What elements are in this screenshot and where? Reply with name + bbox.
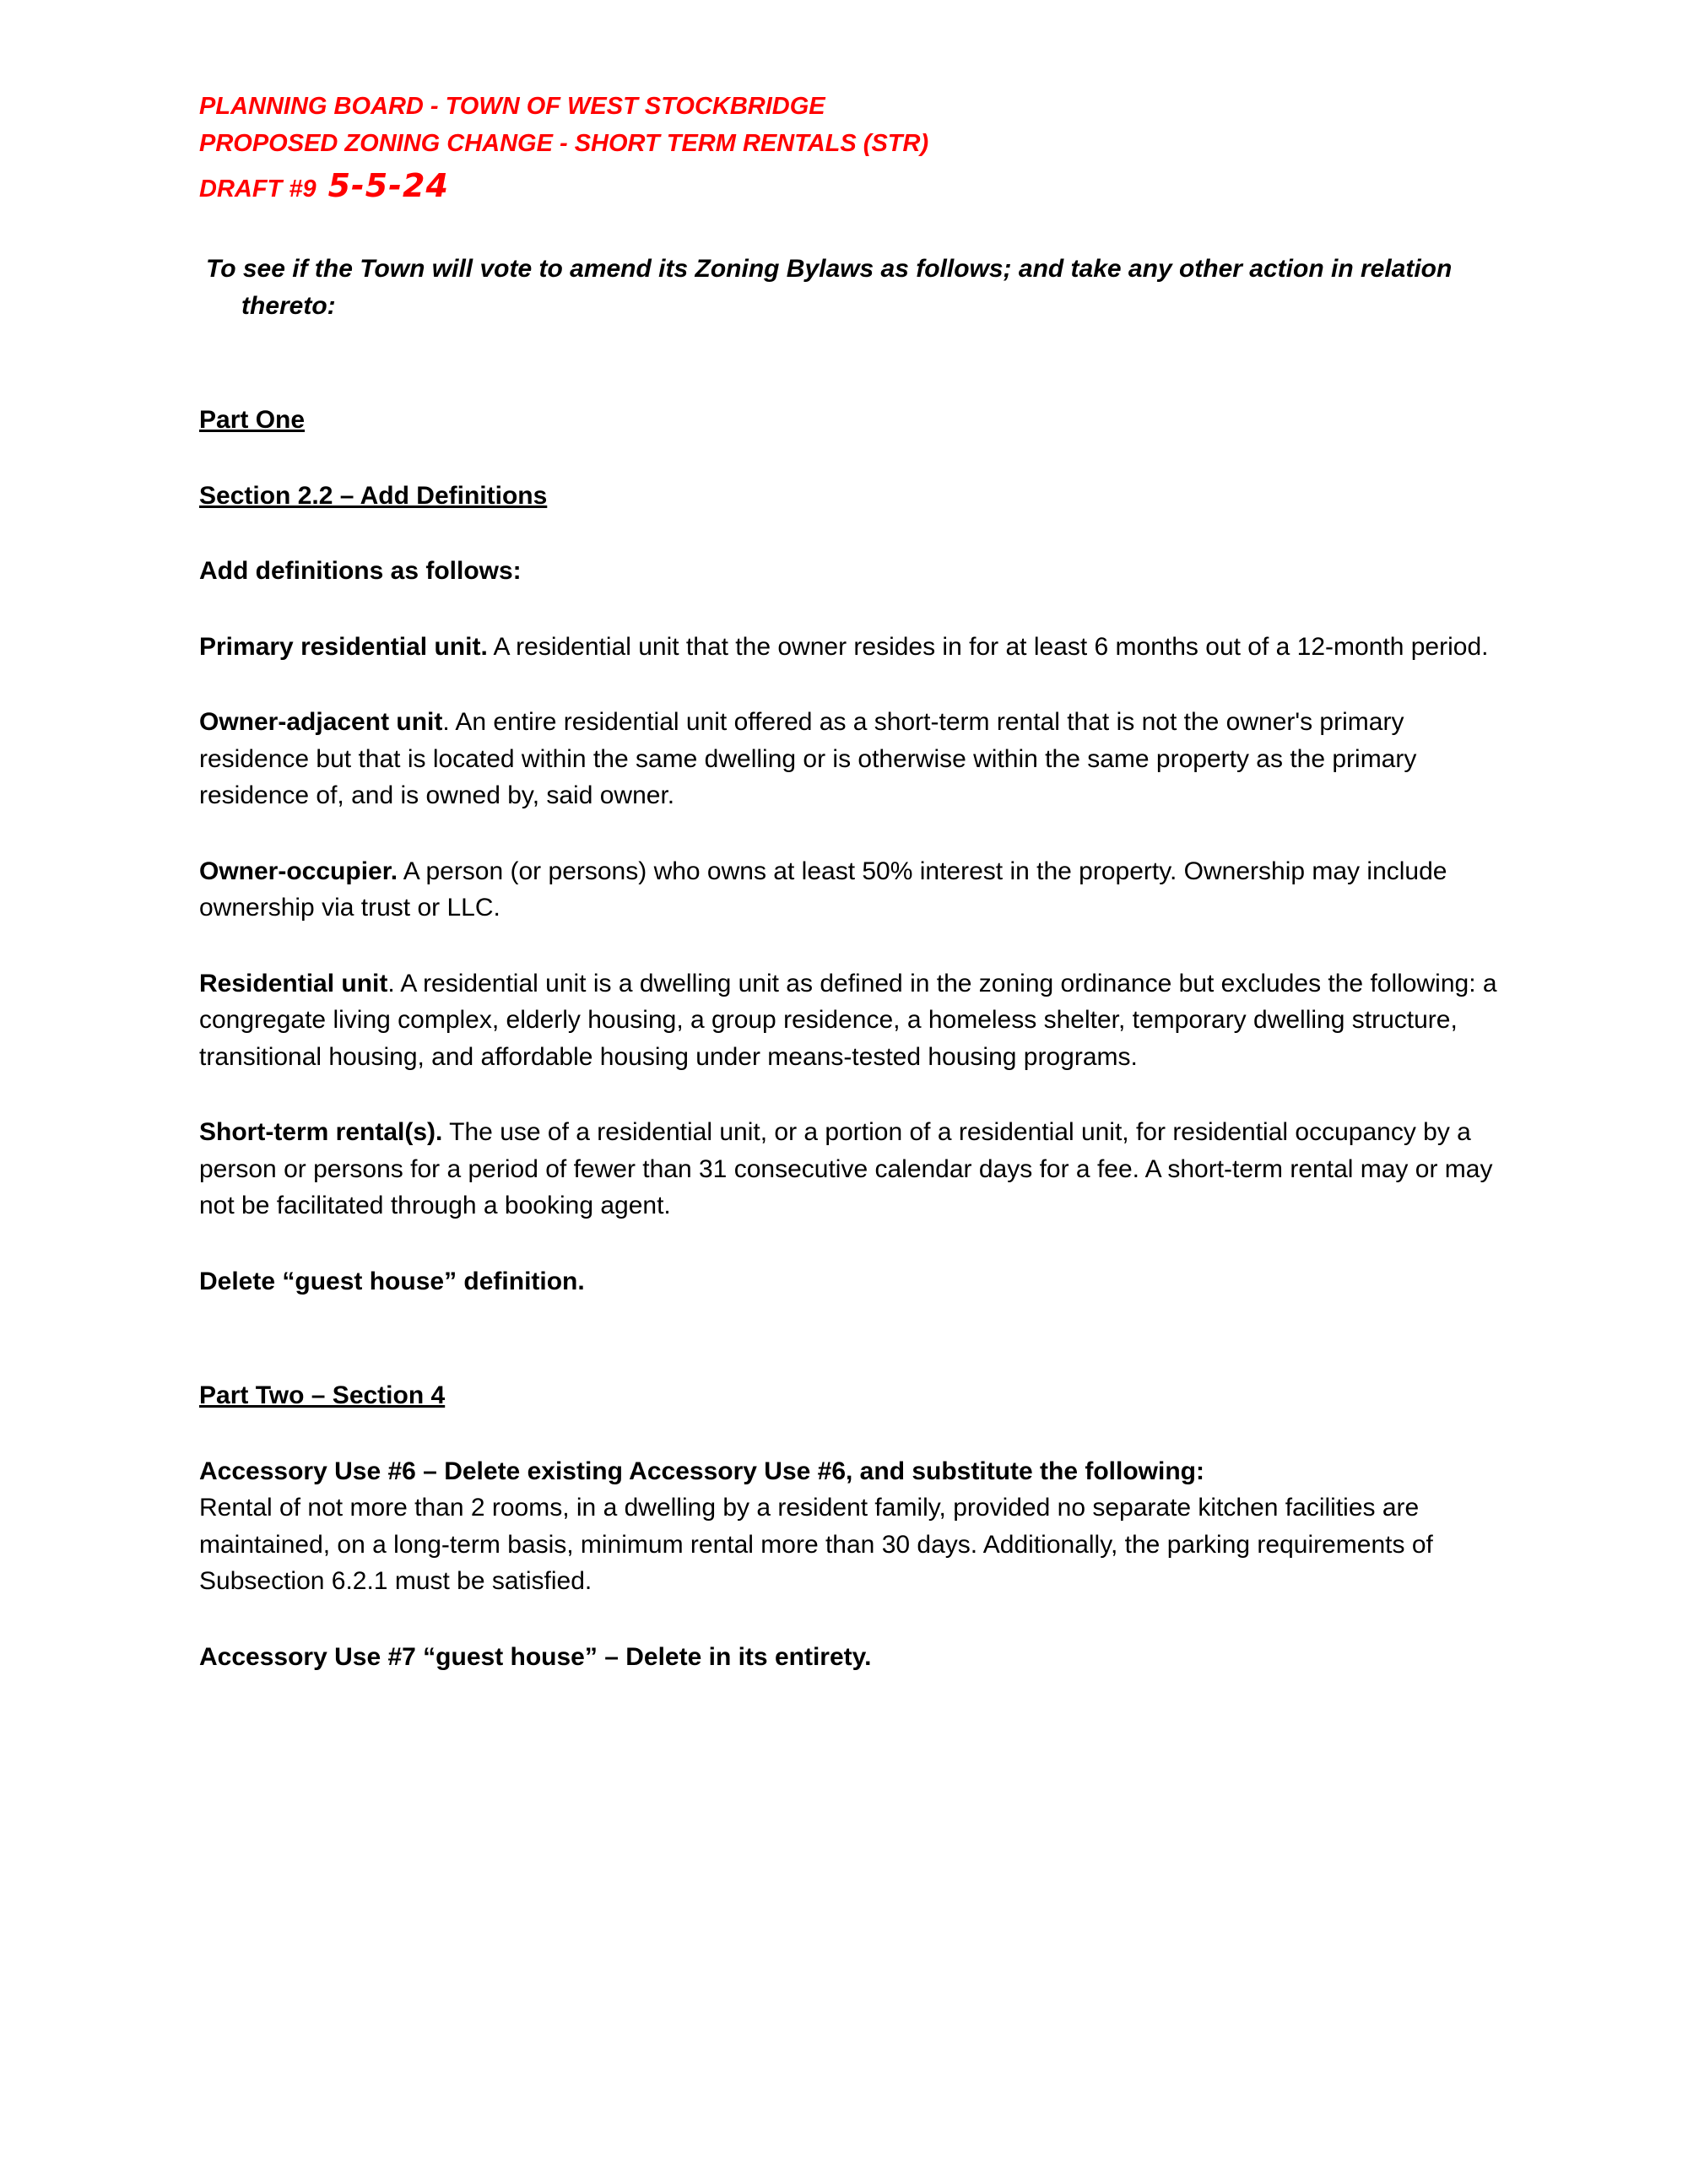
delete-guest-house-note: Delete “guest house” definition. (199, 1267, 585, 1295)
header-draft-line (199, 162, 1519, 210)
draft-label: DRAFT #9 (199, 176, 316, 203)
definition-text: The use of a residential unit, or a portion of a residential unit, for residential occupancy by a person or persons for a period of fewer than 31 consecutive calendar days for a fee. A short-term rental may or may not be facilitated through a booking agent. (199, 1118, 1493, 1219)
definition-term: Owner-adjacent unit (199, 708, 443, 736)
header-line-1: PLANNING BOARD - TOWN OF WEST STOCKBRIDGE (199, 93, 825, 120)
definition-short-term-rentals (199, 1114, 1519, 1224)
section-2-2-heading: Section 2.2 – Add Definitions (199, 481, 548, 510)
draft-date: 5-5-24 (327, 167, 449, 204)
accessory-use-7-note: Accessory Use #7 “guest house” – Delete in its entirety. (199, 1642, 872, 1671)
definition-term: Residential unit (199, 969, 388, 997)
definition-owner-occupier (199, 853, 1519, 927)
definition-text: A residential unit that the owner resides in for at least 6 months out of a 12-month period. (487, 632, 1489, 661)
definition-term: Short-term rental(s). (199, 1118, 443, 1146)
definition-owner-adjacent-unit (199, 704, 1519, 814)
definition-text: . A residential unit is a dwelling unit as defined in the zoning ordinance but excludes the following: a congregate living complex, elderly housing, a group residence, a homeless shelter, temporary dwelling structure, transitional housing, and affordable housing under means-tested housing programs. (199, 969, 1497, 1071)
definition-text: . An entire residential unit offered as a short-term rental that is not the owner's primary residence but that is located within the same dwelling or is otherwise within the same property as the primary residence of, and is owned by, said owner. (199, 708, 1417, 809)
definition-primary-residential-unit (199, 629, 1519, 666)
accessory-use-6-text: Rental of not more than 2 rooms, in a dwelling by a resident family, provided no separate kitchen facilities are maintained, on a long-term basis, minimum rental more than 30 days. Additionally, the parking requirements of Subsection 6.2.1 must be satisfied. (199, 1494, 1433, 1595)
definition-term: Primary residential unit. (199, 632, 488, 661)
add-definitions-label: Add definitions as follows: (199, 557, 522, 585)
definition-text: A person (or persons) who owns at least 50% interest in the property. Ownership may include ownership via trust or LLC. (199, 857, 1447, 922)
definition-residential-unit (199, 965, 1519, 1076)
part-two-heading: Part Two – Section 4 (199, 1381, 446, 1409)
part-one-heading: Part One (199, 406, 306, 434)
intro-paragraph: To see if the Town will vote to amend its Zoning Bylaws as follows; and take any other action in relation thereto: (206, 255, 1453, 320)
accessory-use-6-heading: Accessory Use #6 – Delete existing Accessory Use #6, and substitute the following: (199, 1457, 1204, 1485)
definition-term: Owner-occupier. (199, 857, 398, 885)
header-line-2: PROPOSED ZONING CHANGE - SHORT TERM RENTALS (STR) (199, 129, 929, 157)
document-header (199, 89, 1519, 210)
